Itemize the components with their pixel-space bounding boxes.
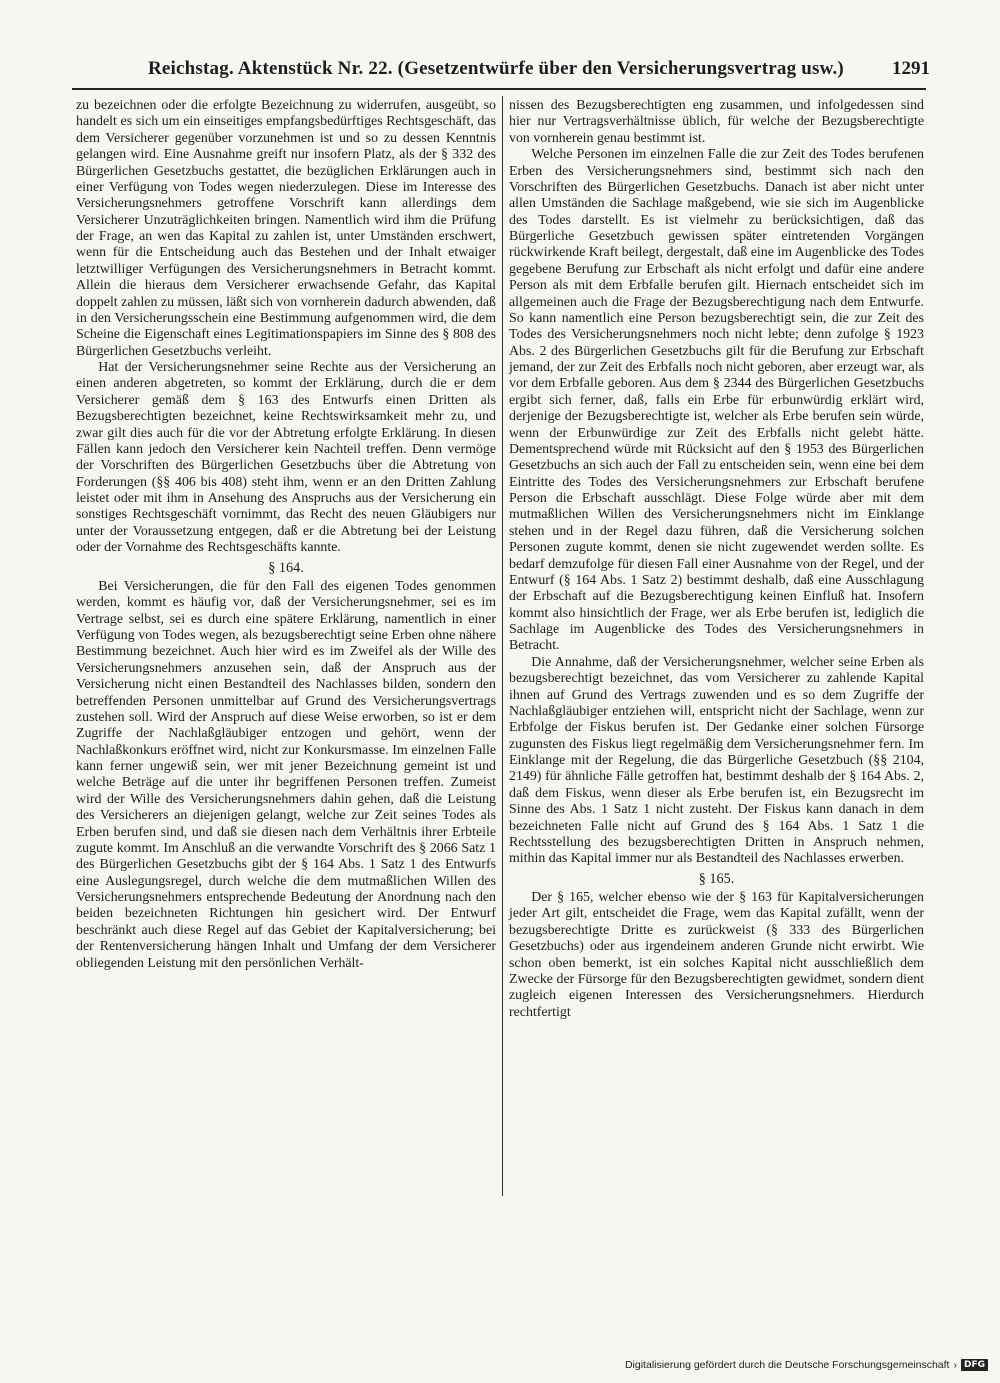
right-column: [509, 98, 924, 1021]
page-number: 1291: [892, 58, 930, 79]
column-divider: [502, 96, 503, 1196]
paragraph: Welche Personen im einzelnen Falle die zur Zeit des Todes berufenen Erben des Versicherungsnehmers sind, bestimmt sich nach den Vorschriften des Bürgerlichen Gesetzbuchs. Danach ist aber nicht unter allen Umständen die Sachlage maßgebend, wie sie sich im Augenblicke des Todes darstellt. Es ist vielmehr zu berücksichtigen, daß das Bürgerliche Gesetzbuch gewissen später eintretenden Vorgängen rückwirkende Kraft beilegt, dergestalt, daß eine im Augenblicke des Todes gegebene Berufung zur Erbschaft als nicht erfolgt und dafür eine andere Person als mit dem Erbfalle berufen gilt. Hiernach entscheidet sich im allgemeinen auch die Frage der Bezugsberechtigung nach dem Entwurfe. So kann namentlich eine Person bezugsberechtigt sein, die zur Zeit des Todes des Versicherungsnehmers noch nicht lebte; denn zufolge § 1923 Abs. 2 des Bürgerlichen Gesetzbuchs gilt für die Berufung zur Erbschaft jemand, der zur Zeit des Erbfalls noch nicht geboren, aber erzeugt war, als vor dem Erbfalle geboren. Aus dem § 2344 des Bürgerlichen Gesetzbuchs ergibt sich ferner, daß, falls ein Erbe für erbunwürdig erklärt wird, derjenige der Bezugsberechtigte ist, welcher als Erbe berufen sein würde, wenn der Erbunwürdige zur Zeit des Erbfalls nicht gelebt hätte. Dementsprechend würde mit Rücksicht auf den § 1953 des Bürgerlichen Gesetzbuchs an sich auch der Fall zu entscheiden sein, wenn eine bei dem Eintritte des Todes des Versicherungsnehmers zur Erbschaft berufene Person die Erbschaft ausschlägt. Diese Folge würde aber mit dem mutmaßlichen Willen des Versicherungsnehmers nicht im Einklange stehen und in der Regel dazu führen, daß die Versicherung solchen Personen zugute kommt, denen sie nicht zugewendet werden sollte. Es bedarf demzufolge für diesen Fall einer Ausnahme von der Regel, und der Entwurf (§ 164 Abs. 1 Satz 2) bestimmt deshalb, daß eine Ausschlagung der Erbschaft auf die Bezugsberechtigung keinen Einfluß hat. Insofern kommt also hinsichtlich der Frage, wer als Erbe berufen ist, lediglich die Sachlage im Augenblicke des Todes des Versicherungsnehmers in Betracht.: [509, 147, 924, 654]
footer-arrow-icon: ›: [953, 1359, 957, 1371]
paragraph: Bei Versicherungen, die für den Fall des eigenen Todes genommen werden, kommt es häufig vor, daß der Versicherungsnehmer, sei es im Vertrage selbst, sei es durch eine spätere Erklärung, namentlich in einer Verfügung von Todes wegen, als bezugsberechtigt seine Erben ohne nähere Bestimmung bezeichnet. Auch hier wird es im Zweifel als der Wille des Versicherungsnehmers anzusehen sein, daß der Anspruch aus der Versicherung nicht einen Bestandteil des Nachlasses bilden, sondern den betreffenden Personen unmittelbar auf Grund des Versicherungsvertrags zustehen soll. Wird der Anspruch auf diese Weise erworben, so ist er dem Zugriffe der Nachlaßgläubiger entzogen und gehört, wenn der Nachlaßkonkurs eröffnet wird, nicht zur Konkursmasse. Im einzelnen Falle kann ferner ungewiß sein, wer mit jener Bezeichnung gemeint ist und welche Beträge auf die unter ihr begriffenen Personen treffen. Zumeist wird der Wille des Versicherungsnehmers dahin gehen, daß die Leistung des Versicherers an diejenigen gelangt, welche zur Zeit seines Todes als Erben berufen sind, und daß sie diesen nach dem Verhältnis ihrer Erbteile zugute kommt. Im Anschluß an die verwandte Vorschrift des § 2066 Satz 1 des Bürgerlichen Gesetzbuchs gibt der § 164 Abs. 1 Satz 1 des Entwurfs eine Auslegungsregel, durch welche die dem mutmaßlichen Willen des Versicherungsnehmers entsprechende Bedeutung der Anordnung nach den beiden bezeichneten Richtungen hin gesichert wird. Der Entwurf beschränkt auch diese Regel auf das Gebiet der Kapitalversicherung; bei der Rentenversicherung hängen Inhalt und Umfang der dem Versicherer obliegenden Leistung mit den persönlichen Verhält-: [76, 578, 496, 971]
section-heading: § 164.: [268, 559, 304, 576]
left-column: [76, 98, 496, 972]
footer-text: Digitalisierung gefördert durch die Deutsche Forschungsgemeinschaft: [624, 1359, 950, 1371]
paragraph: zu bezeichnen oder die erfolgte Bezeichnung zu widerrufen, ausgeübt, so handelt es sich um ein einseitiges empfangsbedürftiges Rechtsgeschäft, das dem Versicherer gegenüber vorzunehmen ist und so zu dessen Kenntnis gelangen wird. Eine Ausnahme greift nur insofern Platz, als der § 332 des Bürgerlichen Gesetzbuchs gestattet, die bezüglichen Erklärungen auch in einer Verfügung von Todes wegen niederzulegen. Diese im Interesse des Versicherungsnehmers getroffene Vorschrift kann allerdings dem Versicherer Unzuträglichkeiten bringen. Namentlich wird ihm die Prüfung der Frage, an wen das Kapital zu zahlen ist, unter Umständen erschwert, wenn für die Entscheidung auch das Bestehen und der Inhalt etwaiger letztwilliger Verfügungen des Versicherungsnehmers in Betracht kommt. Allein die hieraus dem Versicherer erwachsende Gefahr, das Kapital doppelt zahlen zu müssen, läßt sich von vornherein dadurch abwenden, daß in den Versicherungsschein eine Bestimmung aufgenommen wird, die dem Scheine die Eigenschaft eines Legitimationspapiers im Sinne des § 808 des Bürgerlichen Gesetzbuchs verleiht.: [76, 98, 496, 359]
paragraph: Hat der Versicherungsnehmer seine Rechte aus der Versicherung an einen anderen abgetreten, so kommt der Erklärung, durch die er dem Versicherer gemäß dem § 163 des Entwurfs einen Dritten als Bezugsberechtigten bezeichnet, keine Rechtswirksamkeit mehr zu, und zwar gilt dies auch für die vor der Abtretung erfolgte Erklärung. In diesen Fällen kann jedoch den Versicherer kein Nachteil treffen. Denn vermöge der Vorschriften des Bürgerlichen Gesetzbuchs über die Abtretung von Forderungen (§§ 406 bis 408) steht ihm, wenn er an den Dritten Zahlung leistet oder mit ihm in Ansehung des Anspruchs aus der Versicherung ein sonstiges Rechtsgeschäft vornimmt, das Recht des neuen Gläubigers nur unter der Voraussetzung entgegen, daß er die Abtretung bei der Leistung oder der Vornahme des Rechtsgeschäfts kannte.: [76, 360, 496, 556]
header-title: Reichstag. Aktenstück Nr. 22. (Gesetzentwürfe über den Versicherungsvertrag usw.): [148, 58, 844, 79]
running-header: [70, 58, 930, 86]
paragraph: nissen des Bezugsberechtigten eng zusammen, und infolgedessen sind hier nur Vertragsverhältnisse üblich, für welche der Bezugsberechtigte von vornherein genau bestimmt ist.: [509, 98, 924, 146]
paragraph: Der § 165, welcher ebenso wie der § 163 für Kapitalversicherungen jeder Art gilt, entscheidet die Frage, wem das Kapital zufällt, wenn der bezugsberechtigte Dritte es zurückweist (§ 333 des Bürgerlichen Gesetzbuchs) oder aus irgendeinem anderen Grunde nicht erwirbt. Wie schon oben bemerkt, ist ein solches Kapital nicht ausschließlich dem Zwecke der Fürsorge für den Bezugsberechtigten gewidmet, sondern dient zugleich eigenen Interessen des Versicherungsnehmers. Hierdurch rechtfertigt: [509, 890, 924, 1020]
section-heading: § 165.: [698, 870, 735, 887]
header-rule: [72, 88, 926, 90]
digitization-footer: [625, 1359, 988, 1371]
dfg-logo: DFG: [961, 1359, 988, 1371]
paragraph: Die Annahme, daß der Versicherungsnehmer, welcher seine Erben als bezugsberechtigt bezeichnet, das vom Versicherer zu zahlende Kapital ihnen auf Grund des Vertrags zuwenden und es so dem Zugriffe der Nachlaßgläubiger entziehen will, entspricht nicht der Sachlage, wenn zur Erbfolge der Fiskus berufen ist. Der Gedanke einer solchen Fürsorge zugunsten des Fiskus liegt regelmäßig dem Versicherungsnehmer fern. Im Einklange mit der Regelung, die das Bürgerliche Gesetzbuch (§§ 2104, 2149) für ähnliche Fälle getroffen hat, bestimmt deshalb der § 164 Abs. 2, daß dem Fiskus, wenn dieser als Erbe berufen ist, ein Bezugsrecht im Sinne des Abs. 1 Satz 1 nicht zusteht. Der Fiskus kann danach in dem bezeichneten Falle nicht auf Grund des § 164 Abs. 1 Satz 1 die Rechtsstellung des bezugsberechtigten Dritten in Anspruch nehmen, mithin das Kapital immer nur als Bestandteil des Nachlasses erwerben.: [509, 654, 924, 867]
